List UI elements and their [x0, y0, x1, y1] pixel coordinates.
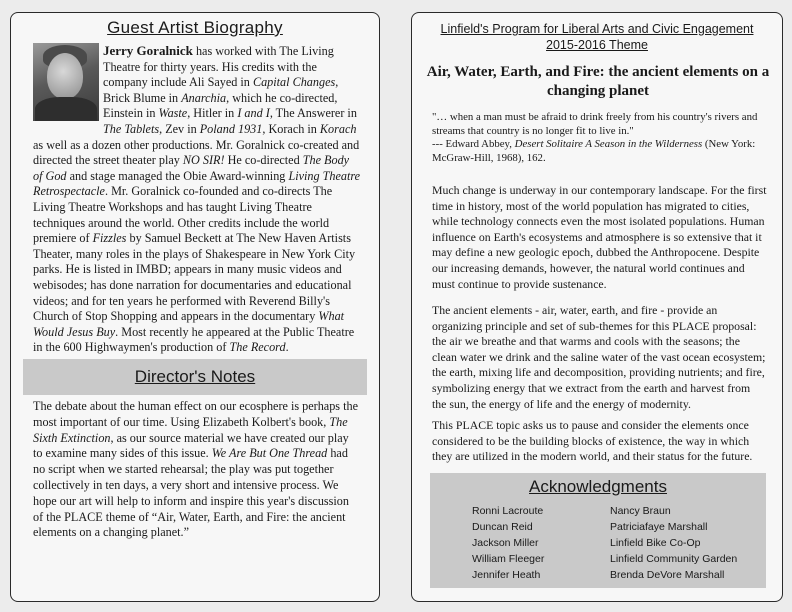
directors-notes-text: The debate about the human effect on our ecosphere is perhaps the most important of our time. Using Elizabeth Kolbert's book, The Sixth Extinction, as our source material we have created our play to examine many sides of this issue. We Are But One Thread had no script when we started rehearsal; the play was put together collectively in ten days, a very short and intensive process. We hope our art will help to inform and inspire this year's discussion of the PLACE theme of “Air, Water, Earth, and Fire: the ancient elements on a changing planet.” — [33, 399, 358, 540]
acknowledgments-box — [430, 473, 766, 588]
ack-name: Linfield Community Garden — [610, 553, 738, 565]
ack-name: Duncan Reid — [472, 521, 533, 533]
directors-notes-header: Director's Notes — [23, 359, 367, 395]
theme-paragraph-2: The ancient elements - air, water, earth, and fire - provide an organizing principle and set of sub-themes for this PLACE proposal: the air we breathe and that warms and cools with the seasons; the clean water we drink and the saline water of the vast ocean ecosystem; the earth, mixing life and decomposition, providing nutrients; and fire, symbolizing energy that we extract from the earth and harvest from the sun, the energy of life and the energy of modernity. — [432, 303, 766, 411]
epigraph-quote: "… when a man must be afraid to drink freely from his country's rivers and streams that country is no longer fit to live in." --- Edward Abbey, Desert Solitaire A Season in the Wilderness (New York: McGraw-Hill, 1968), 162. — [432, 111, 758, 164]
right-page — [411, 12, 783, 602]
ack-name: Linfield Bike Co-Op — [610, 537, 701, 549]
bio-title: Guest Artist Biography — [107, 18, 283, 37]
theme-paragraph-1: Much change is underway in our contemporary landscape. For the first time in history, most of the world population has migrated to cities, while technology connects even the most isolated populations. Human influence on Earth's ecosystems and atmosphere is so extensive that it may define a new geologic epoch, dubbed the Anthropocene. Despite our increasing demands, however, the natural world continues and must continue to provide sustenance. — [432, 183, 767, 291]
theme-paragraph-3: This PLACE topic asks us to pause and consider the elements once considered to be the building blocks of existence, the way in which they are utilized in the modern world, and their status for the future. — [432, 418, 753, 464]
ack-name: Ronni Lacroute — [472, 505, 544, 517]
ack-name: William Fleeger — [472, 553, 545, 565]
theme-title: Air, Water, Earth, and Fire: the ancient elements on a changing planet — [426, 64, 770, 99]
ack-name: Jackson Miller — [472, 537, 539, 549]
ack-name: Brenda DeVore Marshall — [610, 569, 725, 581]
ack-name: Patriciafaye Marshall — [610, 521, 708, 533]
ack-name: Jennifer Heath — [472, 569, 541, 581]
left-page — [10, 12, 380, 602]
artist-name: Jerry Goralnick — [103, 43, 193, 58]
bio-text: Jerry Goralnick has worked with The Living Theatre for thirty years. His credits with the company include Ali Sayed in Capital Changes, Brick Blume in Anarchia, which he co-directed, Einstein in Waste, Hitler in I and I, The Answerer in The Tablets, Zev in Poland 1931, Korach in Korach as well as a dozen other productions. Mr. Goralnick co-created and directed the street theater play NO SIR! He co-directed The Body of God and stage managed the Obie Award-winning Living Theatre Retrospectacle. Mr. Goralnick co-founded and co-directs The Living Theatre Workshops and has taught Living Theatre techniques around the world. Other credits include the world premiere of Fizzles by Samuel Beckett at The New Haven Artists Theater, many roles in the plays of Shakespeare in New York City parks. He is listed in IMBD; appears in many music videos and webisodes; has done narration for documentaries and educational videos; and for ten years he performed with Reverend Billy's Church of Stop Shopping and appears in the documentary What Would Jesus Buy. Most recently he appeared at the Public Theatre in the 600 Highwaymen's production of The Record. — [33, 43, 361, 355]
acknowledgments-right-list — [610, 503, 737, 583]
program-title: Linfield's Program for Liberal Arts and Civic Engagement 2015-2016 Theme — [440, 22, 754, 52]
acknowledgments-title: Acknowledgments — [529, 477, 667, 496]
ack-name: Nancy Braun — [610, 505, 671, 517]
acknowledgments-left-list — [472, 503, 544, 583]
